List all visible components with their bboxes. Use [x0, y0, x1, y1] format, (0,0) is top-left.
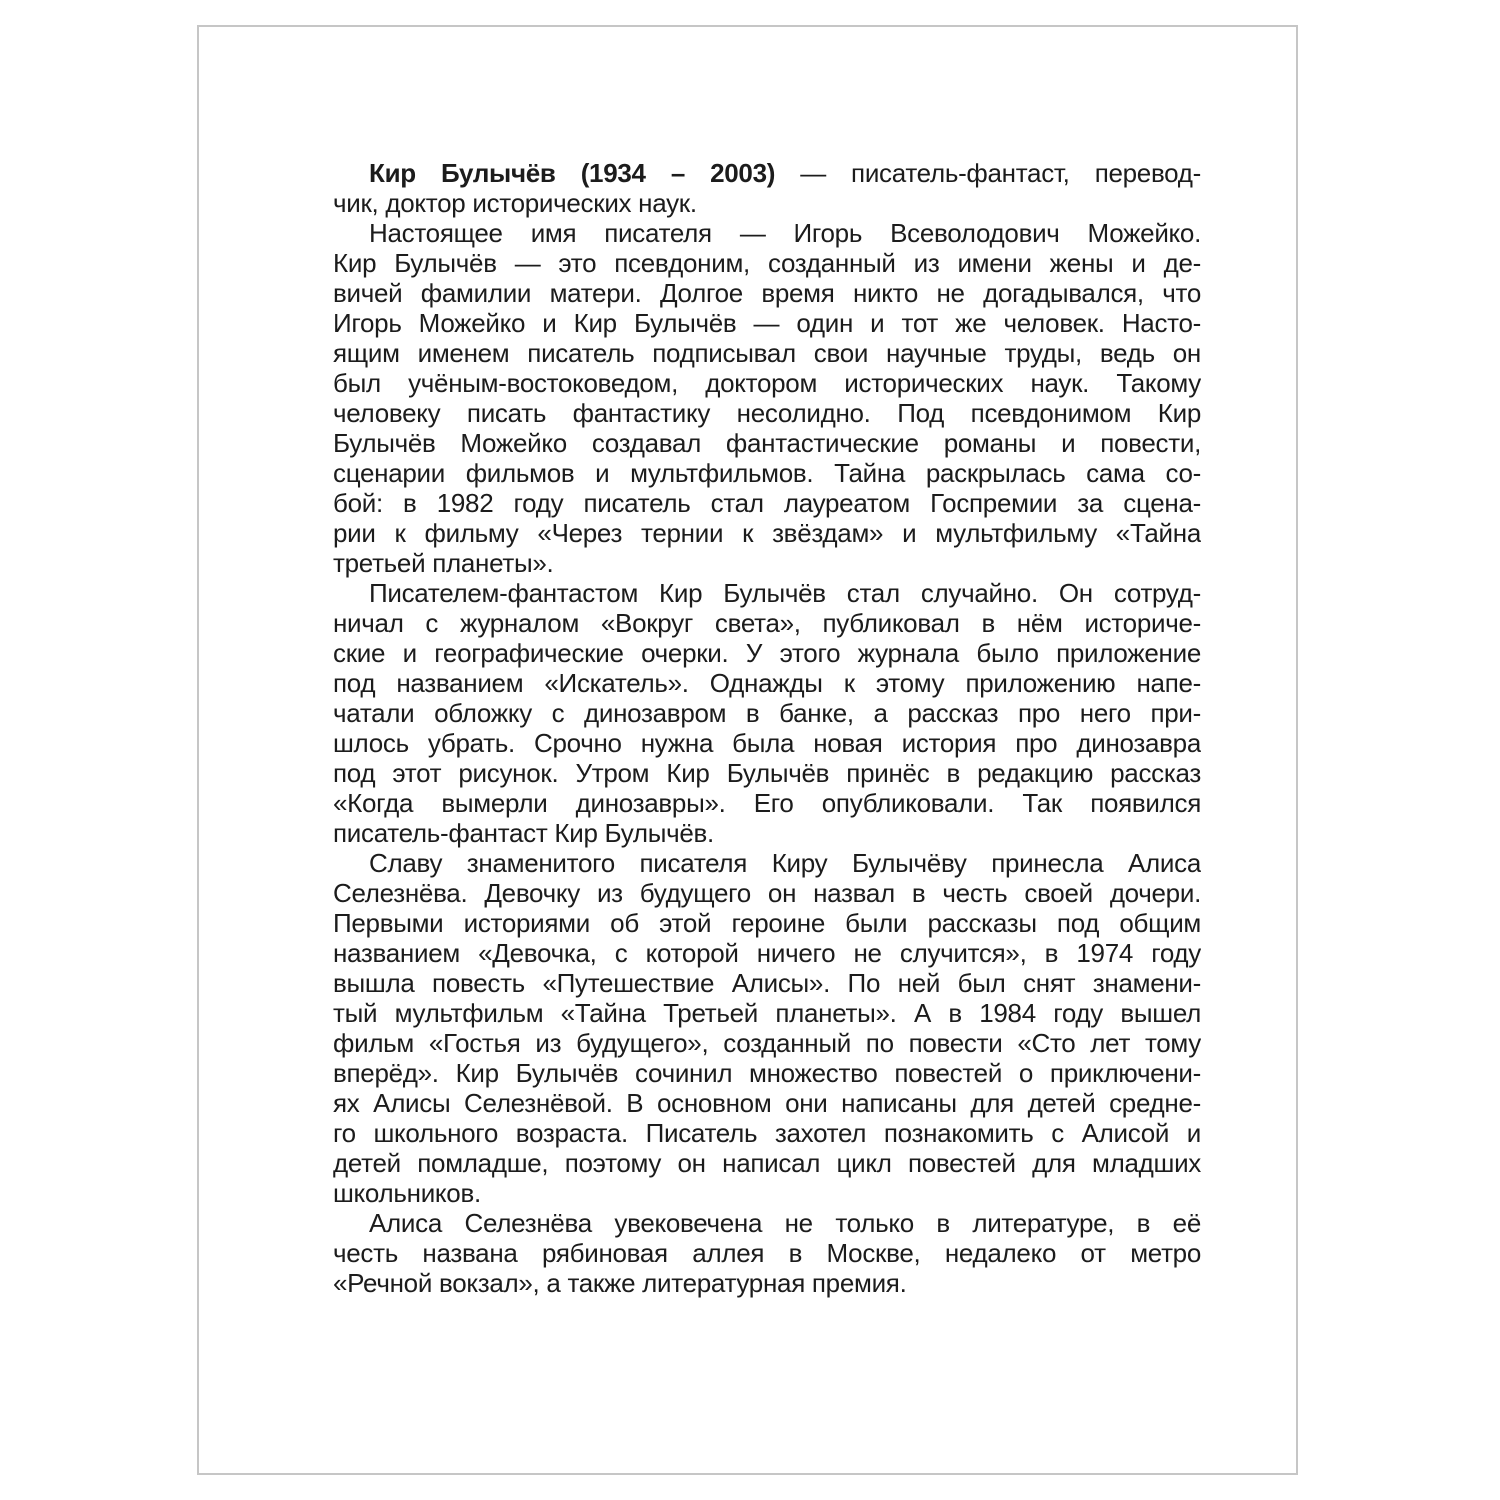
text-line: го школьного возраста. Писатель захотел познакомить с Алисой и: [333, 1118, 1201, 1148]
text-line: Алиса Селезнёва увековечена не только в литературе, в её: [369, 1208, 1201, 1238]
paragraph: [333, 848, 1201, 1208]
text-line: третьей планеты».: [333, 548, 554, 578]
text-line: сценарии фильмов и мультфильмов. Тайна раскрылась сама со-: [333, 458, 1201, 488]
text-line: Первыми историями об этой героине были рассказы под общим: [333, 908, 1201, 938]
text-line: детей помладше, поэтому он написал цикл повестей для младших: [333, 1148, 1201, 1178]
text-line: Игорь Можейко и Кир Булычёв — один и тот же человек. Насто-: [333, 308, 1201, 338]
text-line: рии к фильму «Через тернии к звёздам» и мультфильму «Тайна: [333, 518, 1201, 548]
text-line: под этот рисунок. Утром Кир Булычёв принёс в редакцию рассказ: [333, 758, 1201, 788]
paragraph: [333, 218, 1201, 578]
text-line: школьников.: [333, 1178, 481, 1208]
text-line: чатали обложку с динозавром в банке, а рассказ про него при-: [333, 698, 1201, 728]
text-line: шлось убрать. Срочно нужна была новая история про динозавра: [333, 728, 1201, 758]
text-line: ничал с журналом «Вокруг света», публиковал в нём историче-: [333, 608, 1201, 638]
text-line: чик, доктор исторических наук.: [333, 188, 697, 218]
book-page: [197, 25, 1298, 1475]
text-line: Кир Булычёв (1934 – 2003) — писатель-фантаст, перевод-: [369, 158, 1201, 188]
text-line: честь названа рябиновая аллея в Москве, недалеко от метро: [333, 1238, 1201, 1268]
text-line: вичей фамилии матери. Долгое время никто не догадывался, что: [333, 278, 1201, 308]
paragraph: [333, 578, 1201, 848]
text-line: вышла повесть «Путешествие Алисы». По ней был снят знамени-: [333, 968, 1201, 998]
text-line: Настоящее имя писателя — Игорь Всеволодович Можейко.: [369, 218, 1201, 248]
text-line: ские и географические очерки. У этого журнала было приложение: [333, 638, 1201, 668]
text-line: писатель-фантаст Кир Булычёв.: [333, 818, 714, 848]
text-line: вперёд». Кир Булычёв сочинил множество повестей о приключени-: [333, 1058, 1201, 1088]
text-line: «Когда вымерли динозавры». Его опубликовали. Так появился: [333, 788, 1201, 818]
paragraph: [333, 1208, 1201, 1298]
text-line: ящим именем писатель подписывал свои научные труды, ведь он: [333, 338, 1201, 368]
text-line: ях Алисы Селезнёвой. В основном они написаны для детей средне-: [333, 1088, 1201, 1118]
text-line: бой: в 1982 году писатель стал лауреатом Госпремии за сцена-: [333, 488, 1201, 518]
text-line: названием «Девочка, с которой ничего не случится», в 1974 году: [333, 938, 1201, 968]
paragraph: [333, 158, 1201, 218]
text-line: под названием «Искатель». Однажды к этому приложению напе-: [333, 668, 1201, 698]
text-line: «Речной вокзал», а также литературная премия.: [333, 1268, 907, 1298]
text-line: человеку писать фантастику несолидно. Под псевдонимом Кир: [333, 398, 1201, 428]
text-line: Булычёв Можейко создавал фантастические романы и повести,: [333, 428, 1201, 458]
text-line: был учёным-востоковедом, доктором исторических наук. Такому: [333, 368, 1201, 398]
text-line: Писателем-фантастом Кир Булычёв стал случайно. Он сотруд-: [369, 578, 1201, 608]
text-line: тый мультфильм «Тайна Третьей планеты». А в 1984 году вышел: [333, 998, 1201, 1028]
text-line: фильм «Гостья из будущего», созданный по повести «Сто лет тому: [333, 1028, 1201, 1058]
text-line: Славу знаменитого писателя Киру Булычёву принесла Алиса: [369, 848, 1201, 878]
author-name-dates-bold: Кир Булычёв (1934 – 2003): [369, 158, 776, 188]
text-line: Селезнёва. Девочку из будущего он назвал в честь своей дочери.: [333, 878, 1201, 908]
text-line: Кир Булычёв — это псевдоним, созданный из имени жены и де-: [333, 248, 1201, 278]
article-text: [333, 158, 1201, 1298]
